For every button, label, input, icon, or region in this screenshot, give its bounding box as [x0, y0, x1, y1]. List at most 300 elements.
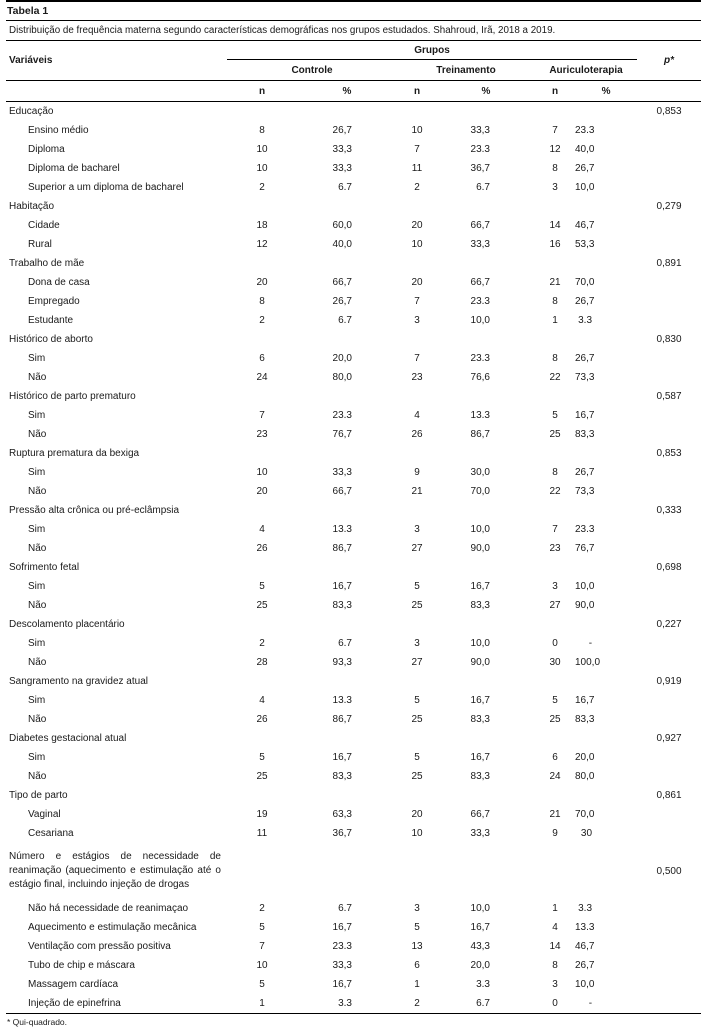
empty-cell	[397, 729, 437, 748]
count-cell: 1	[552, 315, 558, 326]
percent-cell: 16,7	[470, 922, 490, 933]
row-label: Diploma	[28, 144, 65, 155]
table-row	[6, 577, 701, 596]
percent-cell: 20,0	[332, 353, 352, 364]
count-cell: 2	[259, 638, 265, 649]
count-cell: 7	[414, 296, 420, 307]
empty-cell	[397, 102, 437, 122]
empty-cell	[637, 918, 701, 937]
empty-cell	[637, 596, 701, 615]
empty-cell	[227, 672, 297, 691]
row-label: Não	[28, 543, 47, 554]
count-cell: 2	[414, 182, 420, 193]
category-row	[6, 615, 701, 634]
count-cell: 7	[259, 410, 265, 421]
category-label: Descolamento placentário	[9, 619, 125, 630]
table-row	[6, 710, 701, 729]
percent-cell: 66,7	[470, 277, 490, 288]
percent-cell: 76,7	[575, 543, 595, 554]
percent-cell: 23.3	[575, 524, 595, 535]
empty-cell	[575, 615, 637, 634]
percent-cell: 63,3	[332, 809, 352, 820]
percent-cell: 66,7	[332, 486, 352, 497]
category-label: Ruptura prematura da bexiga	[9, 448, 140, 459]
empty-cell	[637, 994, 701, 1014]
category-row	[6, 501, 701, 520]
percent-cell: 23.3	[470, 144, 490, 155]
percent-cell: 33,3	[332, 144, 352, 155]
empty-cell	[637, 710, 701, 729]
table-row	[6, 653, 701, 672]
empty-cell	[227, 786, 297, 805]
count-cell: 24	[549, 771, 561, 782]
p-value-cell: 0,227	[656, 619, 682, 630]
count-cell: 5	[552, 410, 558, 421]
count-cell: 10	[411, 125, 423, 136]
category-row	[6, 102, 701, 122]
percent-cell: 86,7	[332, 543, 352, 554]
table-row	[6, 235, 701, 254]
percent-cell: 33,3	[332, 467, 352, 478]
percent-cell: 40,0	[332, 239, 352, 250]
empty-cell	[437, 729, 535, 748]
empty-cell	[297, 501, 397, 520]
empty-cell	[437, 843, 535, 899]
empty-cell	[227, 330, 297, 349]
empty-cell	[637, 216, 701, 235]
count-cell: 4	[259, 524, 265, 535]
p-value-cell: 0,853	[656, 106, 682, 117]
empty-cell	[397, 387, 437, 406]
percent-cell: 10,0	[575, 581, 595, 592]
percent-cell: 13.3	[332, 524, 352, 535]
empty-cell	[297, 843, 397, 899]
percent-cell: 80,0	[332, 372, 352, 383]
category-row	[6, 197, 701, 216]
percent-cell: 23.3	[332, 941, 352, 952]
percent-cell: -	[575, 994, 637, 1014]
empty-cell	[297, 786, 397, 805]
count-cell: 10	[256, 144, 268, 155]
empty-cell	[397, 444, 437, 463]
table-row	[6, 482, 701, 501]
empty-cell	[297, 254, 397, 273]
empty-cell	[297, 615, 397, 634]
count-cell: 10	[256, 163, 268, 174]
empty-cell	[227, 558, 297, 577]
group-header-treinamento: Treinamento	[397, 60, 535, 81]
empty-cell	[637, 159, 701, 178]
count-cell: 7	[552, 125, 558, 136]
empty-cell	[397, 786, 437, 805]
empty-cell	[637, 577, 701, 596]
percent-cell: -	[588, 638, 593, 649]
empty-cell	[637, 178, 701, 197]
empty-cell	[575, 786, 637, 805]
p-value-header: p*	[637, 41, 701, 81]
empty-cell	[637, 956, 701, 975]
percent-cell: 6.7	[338, 182, 352, 193]
count-cell: 12	[256, 239, 268, 250]
empty-cell	[637, 805, 701, 824]
empty-cell	[227, 615, 297, 634]
empty-cell	[437, 102, 535, 122]
count-cell: 30	[549, 657, 561, 668]
count-cell: 10	[411, 239, 423, 250]
percent-cell: 83,3	[470, 600, 490, 611]
count-cell: 27	[549, 600, 561, 611]
percent-cell: 3.3	[578, 315, 593, 326]
empty-cell	[637, 235, 701, 254]
percent-cell: 3.3	[578, 903, 593, 914]
percent-cell: 76,7	[332, 429, 352, 440]
table-row	[6, 824, 701, 843]
percent-cell: 33,3	[470, 239, 490, 250]
empty-cell	[535, 254, 575, 273]
count-cell: 5	[414, 581, 420, 592]
empty-cell	[397, 672, 437, 691]
percent-cell: 6.7	[338, 315, 352, 326]
count-cell: 5	[552, 695, 558, 706]
table-caption: Distribuição de frequência materna segundo características demográficas nos grupos estudados. Shahroud, Irã, 2018 a 2019.	[6, 21, 701, 41]
count-cell: 11	[256, 828, 268, 839]
empty-cell	[437, 444, 535, 463]
empty-cell	[297, 729, 397, 748]
empty-cell	[535, 387, 575, 406]
percent-cell: 43,3	[470, 941, 490, 952]
p-value-cell: 0,861	[656, 790, 682, 801]
percent-cell: 40,0	[575, 144, 595, 155]
percent-cell: 16,7	[470, 581, 490, 592]
category-label: Diabetes gestacional atual	[9, 733, 127, 744]
percent-cell: 46,7	[575, 220, 595, 231]
row-label: Sim	[28, 638, 46, 649]
table-row	[6, 634, 701, 653]
row-label: Não	[28, 714, 47, 725]
count-cell: 5	[259, 979, 265, 990]
row-label: Tubo de chip e máscara	[28, 960, 135, 971]
row-label: Diploma de bacharel	[28, 163, 120, 174]
empty-cell	[297, 330, 397, 349]
p-value-cell: 0,927	[656, 733, 682, 744]
percent-cell: 90,0	[575, 600, 595, 611]
table-container	[6, 0, 701, 1027]
empty-cell	[637, 767, 701, 786]
category-row	[6, 558, 701, 577]
category-row	[6, 330, 701, 349]
empty-cell	[637, 368, 701, 387]
count-cell: 28	[256, 657, 268, 668]
table-row	[6, 292, 701, 311]
percent-cell: 36,7	[470, 163, 490, 174]
row-label: Não	[28, 657, 47, 668]
percent-cell: 86,7	[470, 429, 490, 440]
count-cell: 1	[552, 903, 558, 914]
percent-cell: 13.3	[575, 922, 595, 933]
count-cell: 3	[414, 315, 420, 326]
empty-cell	[397, 330, 437, 349]
percent-cell: 20,0	[470, 960, 490, 971]
count-cell: 4	[552, 922, 558, 933]
empty-cell	[397, 254, 437, 273]
count-cell: 8	[552, 163, 558, 174]
count-cell: 4	[259, 695, 265, 706]
percent-cell: 60,0	[332, 220, 352, 231]
empty-cell	[637, 937, 701, 956]
percent-cell: 83,3	[470, 771, 490, 782]
empty-cell	[637, 425, 701, 444]
empty-cell	[535, 843, 575, 899]
count-cell: 14	[549, 941, 561, 952]
count-cell: 24	[256, 372, 268, 383]
empty-cell	[637, 292, 701, 311]
percent-cell: 83,3	[575, 429, 595, 440]
count-cell: 26	[256, 543, 268, 554]
percent-cell: 20,0	[575, 752, 595, 763]
table-row	[6, 273, 701, 292]
empty-cell	[637, 975, 701, 994]
percent-cell: 90,0	[470, 657, 490, 668]
count-cell: 0	[535, 994, 575, 1014]
count-cell: 20	[411, 277, 423, 288]
count-cell: 9	[414, 467, 420, 478]
empty-cell	[637, 653, 701, 672]
count-cell: 0	[552, 638, 558, 649]
count-cell: 22	[549, 372, 561, 383]
row-label: Não	[28, 372, 47, 383]
count-cell: 13	[411, 941, 423, 952]
percent-cell: 23.3	[332, 410, 352, 421]
empty-cell	[297, 197, 397, 216]
p-value-cell: 0,891	[656, 258, 682, 269]
count-cell: 2	[259, 903, 265, 914]
percent-cell: 16,7	[575, 695, 595, 706]
count-cell: 7	[259, 941, 265, 952]
category-label: Trabalho de mãe	[9, 258, 85, 269]
count-cell: 8	[552, 296, 558, 307]
table-row	[6, 956, 701, 975]
group-header-controle: Controle	[227, 60, 397, 81]
category-label: Pressão alta crônica ou pré-eclâmpsia	[9, 505, 180, 516]
footnote: * Qui-quadrado.	[7, 1017, 68, 1027]
row-label: Massagem cardíaca	[28, 979, 119, 990]
count-cell: 25	[549, 429, 561, 440]
empty-cell	[227, 387, 297, 406]
count-cell: 8	[552, 467, 558, 478]
percent-cell: 33,3	[332, 163, 352, 174]
table-row	[6, 520, 701, 539]
percent-cell: 26,7	[575, 163, 595, 174]
percent-cell: 16,7	[470, 752, 490, 763]
empty-cell	[437, 254, 535, 273]
count-cell: 25	[411, 600, 423, 611]
count-cell: 16	[549, 239, 561, 250]
table-label: Tabela 1	[6, 0, 701, 21]
count-cell: 23	[256, 429, 268, 440]
empty-cell	[227, 102, 297, 122]
percent-cell: 26,7	[575, 467, 595, 478]
percent-cell: 16,7	[332, 922, 352, 933]
count-cell: 19	[256, 809, 268, 820]
percent-cell: 6.7	[338, 638, 352, 649]
category-row	[6, 843, 701, 899]
category-row	[6, 444, 701, 463]
empty-cell	[535, 197, 575, 216]
empty-cell	[535, 444, 575, 463]
percent-cell: 16,7	[332, 752, 352, 763]
table-row	[6, 691, 701, 710]
empty-cell	[637, 311, 701, 330]
empty-cell	[397, 501, 437, 520]
count-cell: 23	[411, 372, 423, 383]
count-cell: 20	[411, 220, 423, 231]
percent-cell: 70,0	[470, 486, 490, 497]
count-cell: 12	[549, 144, 561, 155]
count-cell: 27	[411, 657, 423, 668]
row-label: Sim	[28, 524, 46, 535]
table-row	[6, 159, 701, 178]
count-cell: 6	[259, 353, 265, 364]
empty-cell	[637, 748, 701, 767]
empty-cell	[437, 558, 535, 577]
percent-cell: 36,7	[332, 828, 352, 839]
empty-cell	[437, 197, 535, 216]
row-label: Estudante	[28, 315, 74, 326]
p-value-cell: 0,919	[656, 676, 682, 687]
percent-cell: 46,7	[575, 941, 595, 952]
count-cell: 5	[259, 922, 265, 933]
count-cell: 7	[414, 144, 420, 155]
count-cell: 1	[414, 979, 420, 990]
empty-cell	[637, 824, 701, 843]
empty-cell	[637, 899, 701, 918]
empty-cell	[397, 843, 437, 899]
row-label: Sim	[28, 695, 46, 706]
count-cell: 26	[411, 429, 423, 440]
category-row	[6, 729, 701, 748]
percent-cell: 26,7	[575, 296, 595, 307]
empty-cell	[227, 729, 297, 748]
percent-cell: 26,7	[332, 125, 352, 136]
percent-cell: 3.3	[476, 979, 490, 990]
percent-cell: 16,7	[332, 581, 352, 592]
count-cell: 5	[414, 752, 420, 763]
row-label: Não há necessidade de reanimaçao	[28, 903, 189, 914]
percent-cell: 73,3	[575, 372, 595, 383]
percent-cell: 23.3	[470, 296, 490, 307]
category-label: Tipo de parto	[9, 790, 68, 801]
count-cell: 11	[411, 163, 423, 174]
percent-cell: 10,0	[470, 903, 490, 914]
count-cell: 5	[414, 695, 420, 706]
table-row	[6, 805, 701, 824]
row-label: Cidade	[28, 220, 60, 231]
percent-cell: 16,7	[575, 410, 595, 421]
count-cell: 10	[256, 960, 268, 971]
table-row	[6, 216, 701, 235]
percent-cell: 30,0	[470, 467, 490, 478]
row-label: Não	[28, 771, 47, 782]
row-label: Não	[28, 429, 47, 440]
percent-cell: 66,7	[470, 809, 490, 820]
count-cell: 3	[414, 638, 420, 649]
table-row	[6, 463, 701, 482]
percent-cell: 13.3	[332, 695, 352, 706]
count-cell: 7	[414, 353, 420, 364]
pct-header: %	[437, 81, 535, 102]
percent-cell: 66,7	[470, 220, 490, 231]
empty-cell	[575, 197, 637, 216]
category-label: Histórico de parto prematuro	[9, 391, 136, 402]
row-label: Não	[28, 600, 47, 611]
percent-cell: 80,0	[575, 771, 595, 782]
percent-cell: 70,0	[575, 277, 595, 288]
empty-cell	[575, 387, 637, 406]
count-cell: 25	[411, 714, 423, 725]
table-row	[6, 349, 701, 368]
n-header: n	[397, 81, 437, 102]
row-label: Rural	[28, 239, 52, 250]
table-row	[6, 140, 701, 159]
count-cell: 25	[256, 771, 268, 782]
count-cell: 3	[414, 903, 420, 914]
blank-header-cell	[6, 81, 227, 102]
table-row	[6, 121, 701, 140]
count-cell: 14	[549, 220, 561, 231]
empty-cell	[227, 843, 297, 899]
percent-cell: 33,3	[470, 125, 490, 136]
category-label: Educação	[9, 106, 54, 117]
count-cell: 6	[414, 960, 420, 971]
table-row	[6, 406, 701, 425]
empty-cell	[227, 254, 297, 273]
count-cell: 21	[549, 809, 561, 820]
count-cell: 10	[256, 467, 268, 478]
count-cell: 4	[414, 410, 420, 421]
empty-cell	[535, 729, 575, 748]
row-label: Ensino médio	[28, 125, 89, 136]
row-label: Sim	[28, 353, 46, 364]
empty-cell	[227, 444, 297, 463]
empty-cell	[637, 634, 701, 653]
count-cell: 6	[552, 752, 558, 763]
pct-header: %	[297, 81, 397, 102]
percent-cell: 86,7	[332, 714, 352, 725]
count-cell: 3	[552, 182, 558, 193]
count-cell: 8	[552, 353, 558, 364]
table-row	[6, 178, 701, 197]
empty-cell	[397, 615, 437, 634]
percent-cell: 76,6	[470, 372, 490, 383]
empty-cell	[575, 672, 637, 691]
percent-cell: 23.3	[575, 125, 595, 136]
percent-cell: 10,0	[470, 524, 490, 535]
p-value-cell: 0,587	[656, 391, 682, 402]
row-label: Dona de casa	[28, 277, 90, 288]
p-value-cell: 0,333	[656, 505, 682, 516]
count-cell: 7	[552, 524, 558, 535]
row-label: Sim	[28, 410, 46, 421]
percent-cell: 26,7	[332, 296, 352, 307]
count-cell: 21	[549, 277, 561, 288]
empty-cell	[437, 387, 535, 406]
empty-cell	[575, 558, 637, 577]
percent-cell: 83,3	[332, 600, 352, 611]
empty-cell	[227, 197, 297, 216]
empty-cell	[397, 197, 437, 216]
percent-cell: 66,7	[332, 277, 352, 288]
table-row	[6, 368, 701, 387]
